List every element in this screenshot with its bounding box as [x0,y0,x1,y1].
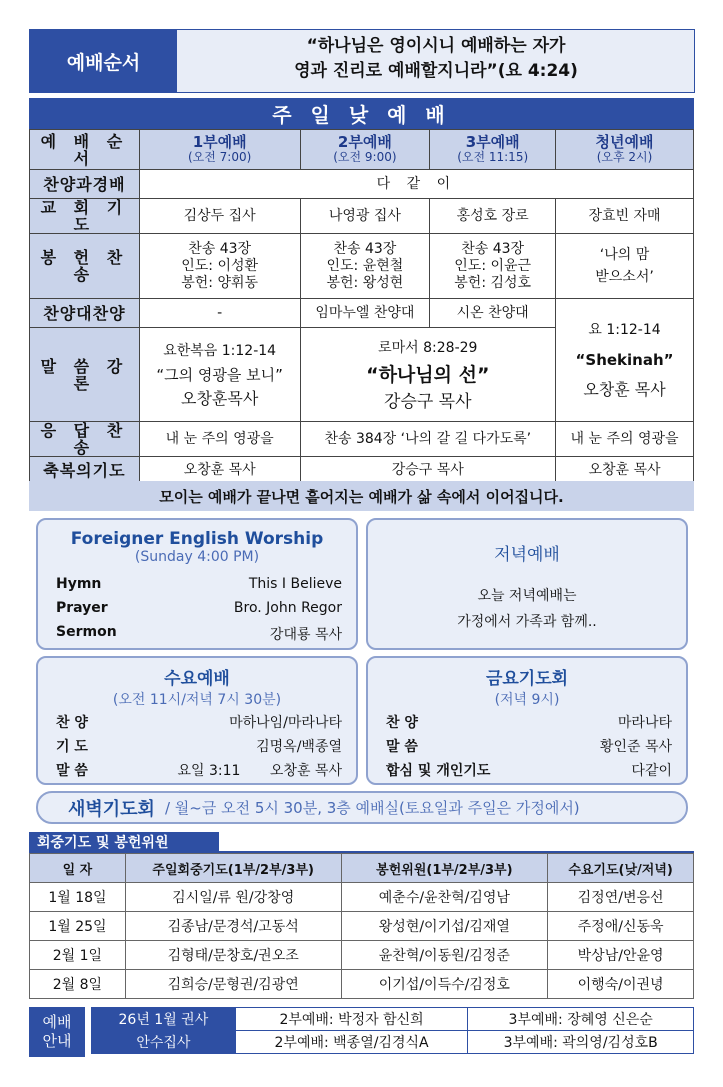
service-2-header: 2부예배 (오전 9:00) [300,130,430,170]
wednesday-row-praise: 찬 양 마하나임/마라나타 [56,715,342,731]
prayer-header-offering: 봉헌위원(1부/2부/3부) [341,854,548,883]
verse-line-1: “하나님은 영이시니 예배하는 자가 [306,36,566,56]
guide-row1-2nd: 2부예배: 박정자 함신희 [235,1008,468,1031]
prayer-1: 김상두 집사 [139,199,300,234]
motto-text: 모이는 예배가 끝나면 흩어지는 예배가 삶 속에서 이어집니다. [159,487,564,506]
dawn-title: 새벽기도회 [68,798,155,820]
guide-row1-3rd: 3부예배: 장혜영 신은순 [468,1008,694,1031]
table-row: 2월 8일 김희승/문형권/김광연 이기섭/이득수/김정호 이행숙/이권녕 [30,970,694,999]
offering-2: 찬송 43장 인도: 윤현철 봉헌: 왕성현 [300,234,430,299]
english-time: (Sunday 4:00 PM) [134,549,260,565]
service-3-header: 3부예배 (오전 11:15) [430,130,556,170]
english-row-sermon: Sermon 강대룡 목사 [56,624,342,643]
offering-label: 봉 헌 찬 송 [30,234,140,299]
evening-worship-box [366,518,688,650]
response-2-3: 찬송 384장 ‘나의 갈 길 다가도록’ [300,422,556,457]
sermon-label: 말 씀 강 론 [30,328,140,422]
friday-prayer-box [366,656,688,785]
english-row-hymn: Hymn This I Believe [56,576,342,592]
sermon-2-3: 로마서 8:28-29 “하나님의 선” 강승구 목사 [300,328,556,422]
english-worship-box [36,518,358,650]
wednesday-row-sermon: 말 씀 요일 3:11 오창훈 목사 [56,763,342,779]
table-row: 2월 1일 김형태/문창호/권오조 윤찬혁/이동원/김정준 박상남/안윤영 [30,941,694,970]
header-label: 예배순서 [30,30,177,92]
friday-row-prayer: 합심 및 개인기도 다같이 [386,763,672,779]
prayer-2: 나영광 집사 [300,199,430,234]
friday-row-praise: 찬 양 마라나타 [386,715,672,731]
prayer-label: 교 회 기 도 [30,199,140,234]
table-row: 1월 18일 김시일/류 원/강창영 예춘수/윤찬혁/김영남 김정연/변응선 [30,883,694,912]
dawn-detail: / 월~금 오전 5시 30분, 3층 예배실(토요일과 주일은 가정에서) [164,799,580,817]
guide-row2-3rd: 3부예배: 곽의영/김성호B [468,1031,694,1054]
friday-row-sermon: 말 씀 황인준 목사 [386,739,672,755]
prayer-table [29,853,694,999]
praise-label: 찬양과경배 [30,170,140,199]
guide-label: 예배 안내 [29,1007,85,1057]
benediction-2-3: 강승구 목사 [300,457,556,485]
choir-2: 임마누엘 찬양대 [300,299,430,328]
response-label: 응 답 찬 송 [30,422,140,457]
response-youth: 내 눈 주의 영광을 [556,422,694,457]
guide-row2-2nd: 2부예배: 백종열/김경식A [235,1031,468,1054]
header-verse [178,34,694,84]
evening-title: 저녁예배 [494,545,560,565]
prayer-section-title: 회중기도 및 봉헌위원 [29,832,219,852]
table-row: 1월 25일 김종남/문경석/고동석 왕성현/이기섭/김재열 주정애/신동욱 [30,912,694,941]
youth-service-header: 청년예배 (오후 2시) [556,130,694,170]
order-label: 예 배 순 서 [30,130,140,170]
evening-line-2: 가정에서 가족과 함께.. [457,614,597,630]
header [29,29,695,93]
evening-line-1: 오늘 저녁예배는 [477,588,577,604]
benediction-1: 오창훈 목사 [139,457,300,485]
friday-time: (저녁 9시) [494,692,560,708]
prayer-header-sunday: 주일회중기도(1부/2부/3부) [125,854,341,883]
guide-row2-label: 안수집사 [92,1031,236,1054]
dawn-prayer-bar [36,791,688,824]
service-1-header: 1부예배 (오전 7:00) [139,130,300,170]
english-title: Foreigner English Worship [70,529,324,549]
sermon-1: 요한복음 1:12-14 “그의 영광을 보니” 오창훈목사 [139,328,300,422]
offering-3: 찬송 43장 인도: 이윤근 봉헌: 김성호 [430,234,556,299]
youth-sermon: 요 1:12-14 “Shekinah” 오창훈 목사 [556,299,694,422]
wednesday-time: (오전 11시/저녁 7시 30분) [112,692,282,708]
choir-3: 시온 찬양대 [430,299,556,328]
prayer-header-date: 일 자 [30,854,126,883]
motto-bar [29,481,694,511]
wednesday-worship-box [36,656,358,785]
response-1: 내 눈 주의 영광을 [139,422,300,457]
sunday-title: 주 일 낮 예 배 [272,103,451,127]
benediction-label: 축복의기도 [30,457,140,485]
sunday-title-bar [29,98,694,129]
offering-1: 찬송 43장 인도: 이성환 봉헌: 양휘동 [139,234,300,299]
wednesday-title: 수요예배 [164,669,230,689]
guide-row1-label: 26년 1월 권사 [92,1008,236,1031]
guide-table [91,1007,694,1054]
benediction-youth: 오창훈 목사 [556,457,694,485]
sunday-service-table [29,129,694,485]
choir-label: 찬양대찬양 [30,299,140,328]
prayer-header-wednesday: 수요기도(낮/저녁) [548,854,694,883]
offering-youth: ‘나의 맘 받으소서’ [556,234,694,299]
friday-title: 금요기도회 [485,669,569,689]
wednesday-row-prayer: 기 도 김명옥/백종열 [56,739,342,755]
english-row-prayer: Prayer Bro. John Regor [56,600,342,616]
verse-line-2: 영과 진리로 예배할지니라”(요 4:24) [294,61,578,81]
prayer-youth: 장효빈 자매 [556,199,694,234]
choir-1: - [139,299,300,328]
praise-value: 다 같 이 [139,170,693,199]
prayer-3: 홍성호 장로 [430,199,556,234]
